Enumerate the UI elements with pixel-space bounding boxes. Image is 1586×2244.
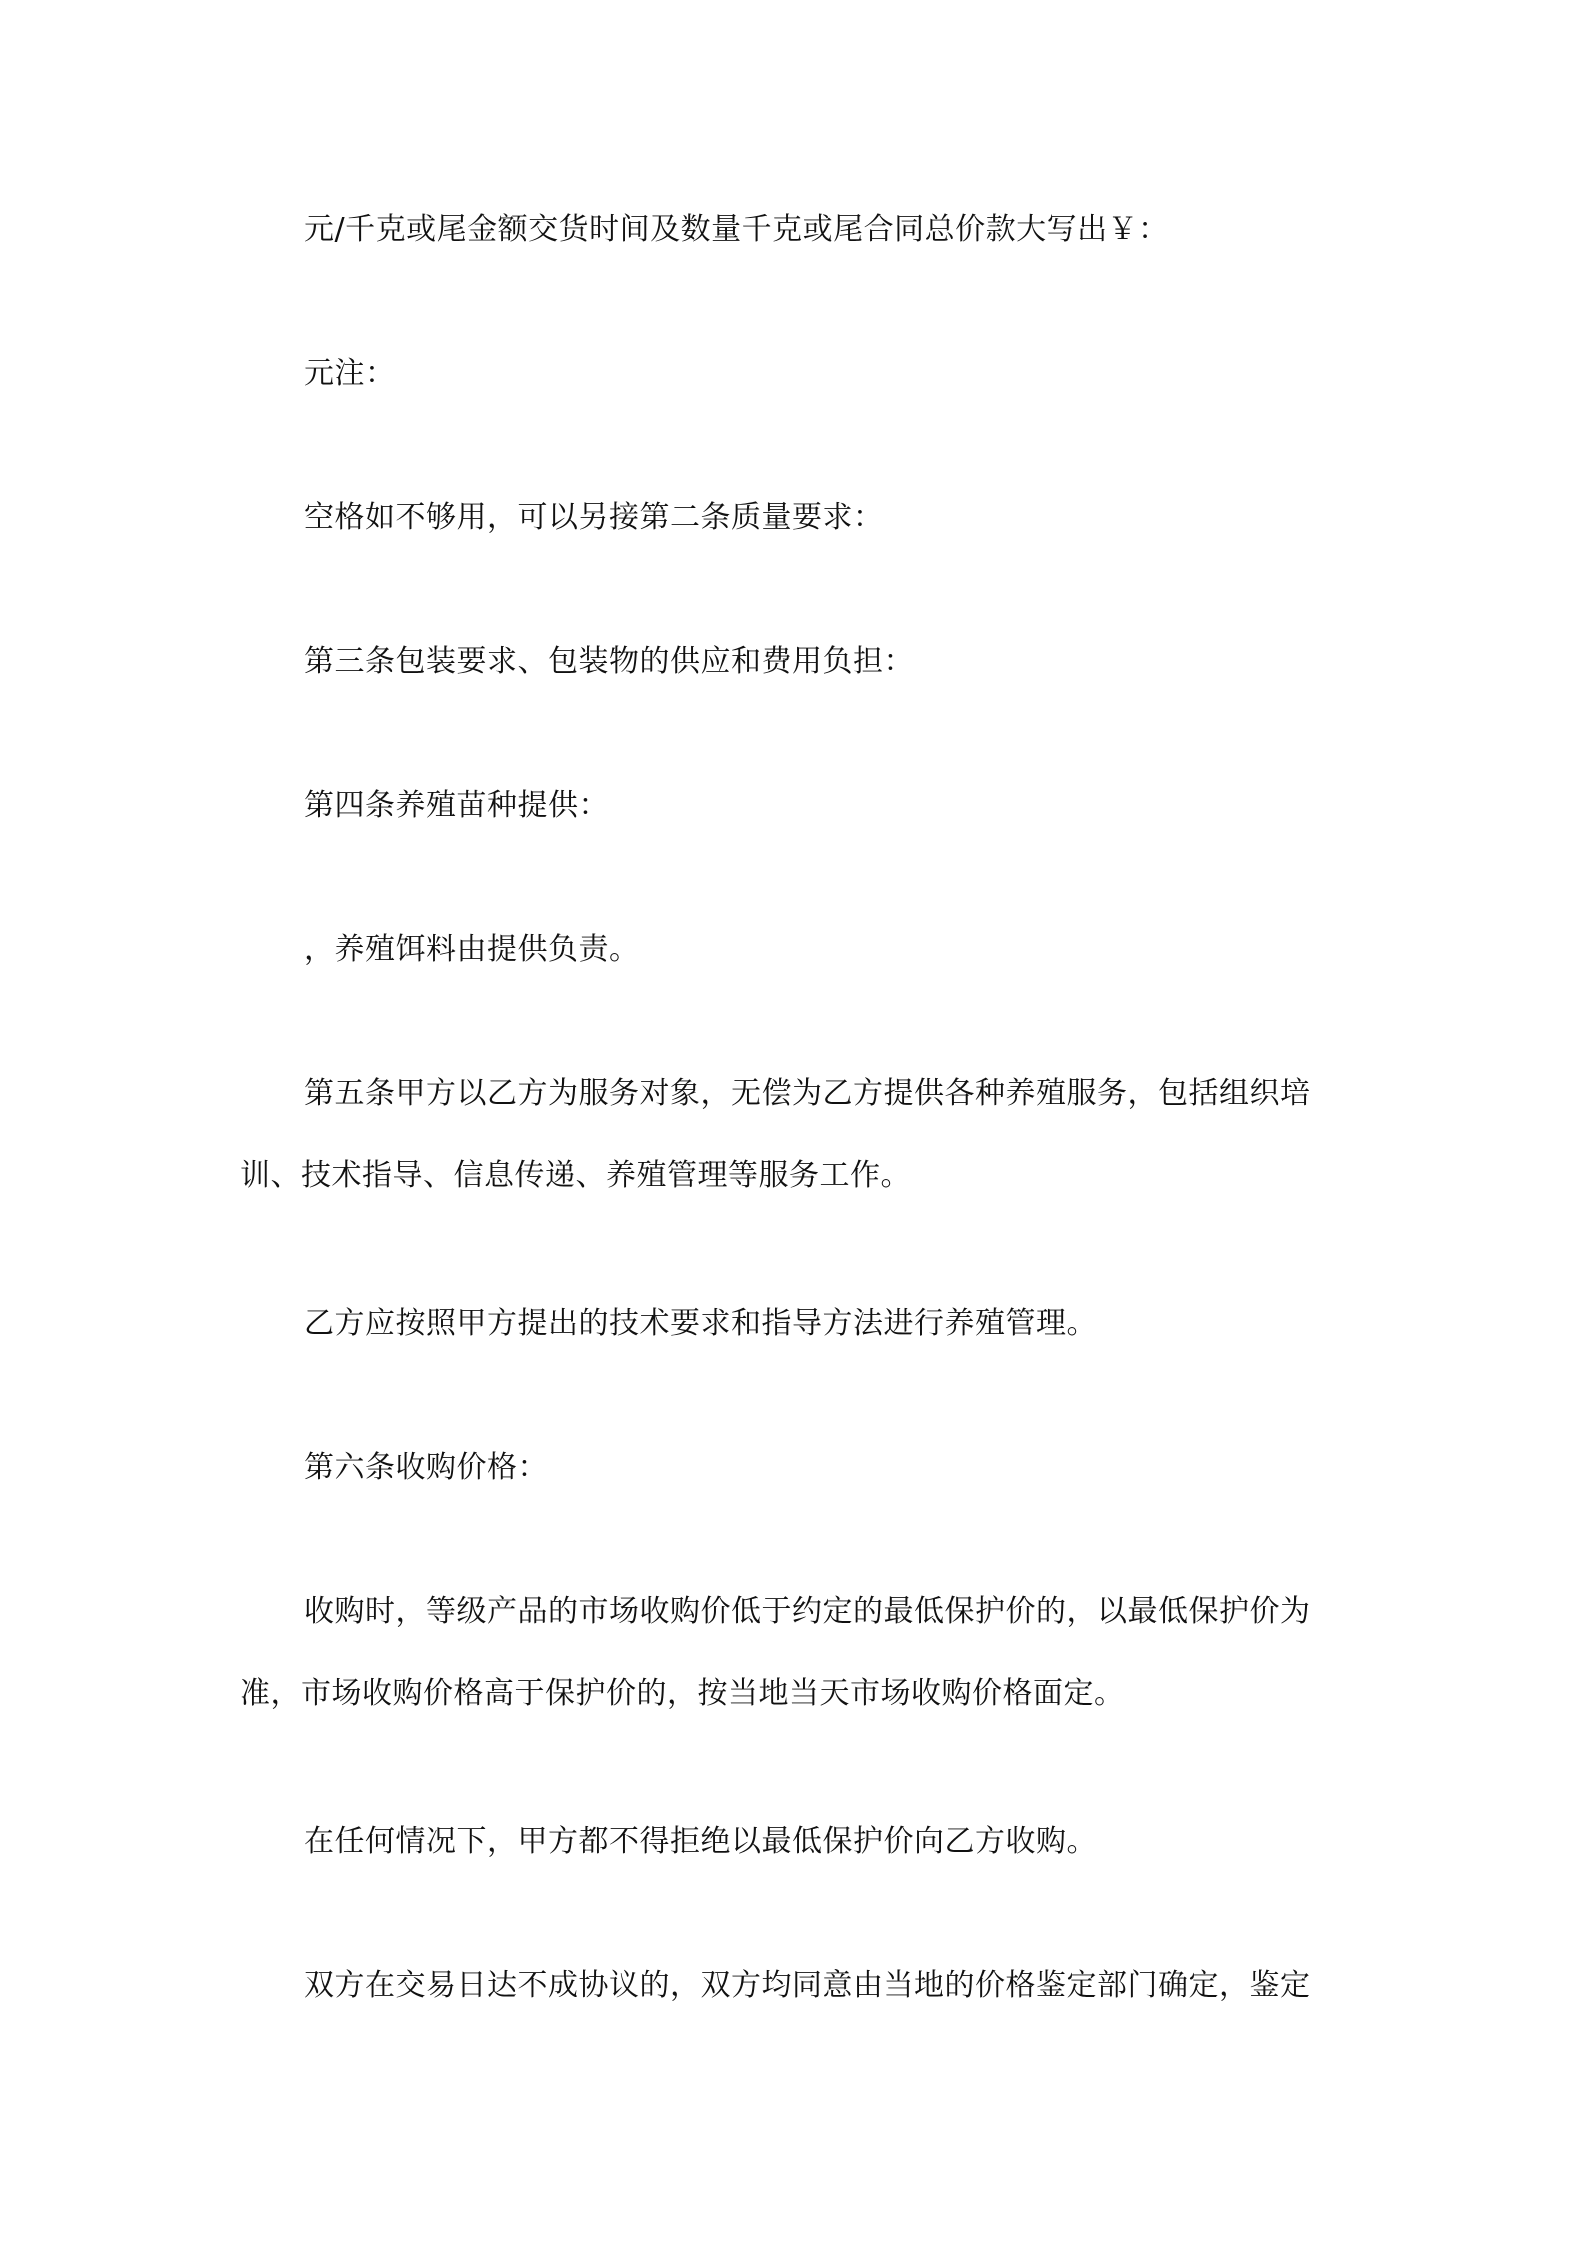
paragraph-note: 元注： bbox=[304, 356, 396, 391]
paragraph-management: 乙方应按照甲方提出的技术要求和指导方法进行养殖管理。 bbox=[304, 1306, 1097, 1341]
paragraph-feed: ，养殖饵料由提供负责。 bbox=[304, 932, 640, 967]
paragraph-quality: 空格如不够用，可以另接第二条质量要求： bbox=[304, 500, 884, 535]
paragraph-price-quantity: 元/千克或尾金额交货时间及数量千克或尾合同总价款大写出￥： bbox=[304, 212, 1169, 247]
paragraph-minimum-price: 在任何情况下，甲方都不得拒绝以最低保护价向乙方收购。 bbox=[304, 1824, 1097, 1859]
paragraph-article-6: 第六条收购价格： bbox=[304, 1450, 548, 1485]
paragraph-article-5: 第五条甲方以乙方为服务对象，无偿为乙方提供各种养殖服务，包括组织培训、技术指导、信息传递、养殖管理等服务工作。 bbox=[240, 1076, 1311, 1193]
paragraph-purchase-price: 收购时，等级产品的市场收购价低于约定的最低保护价的，以最低保护价为准，市场收购价格高于保护价的，按当地当天市场收购价格面定。 bbox=[240, 1594, 1311, 1711]
paragraph-dispute: 双方在交易日达不成协议的，双方均同意由当地的价格鉴定部门确定，鉴定 bbox=[304, 1968, 1311, 2003]
paragraph-article-4: 第四条养殖苗种提供： bbox=[304, 788, 609, 823]
paragraph-article-3: 第三条包装要求、包装物的供应和费用负担： bbox=[304, 644, 914, 679]
